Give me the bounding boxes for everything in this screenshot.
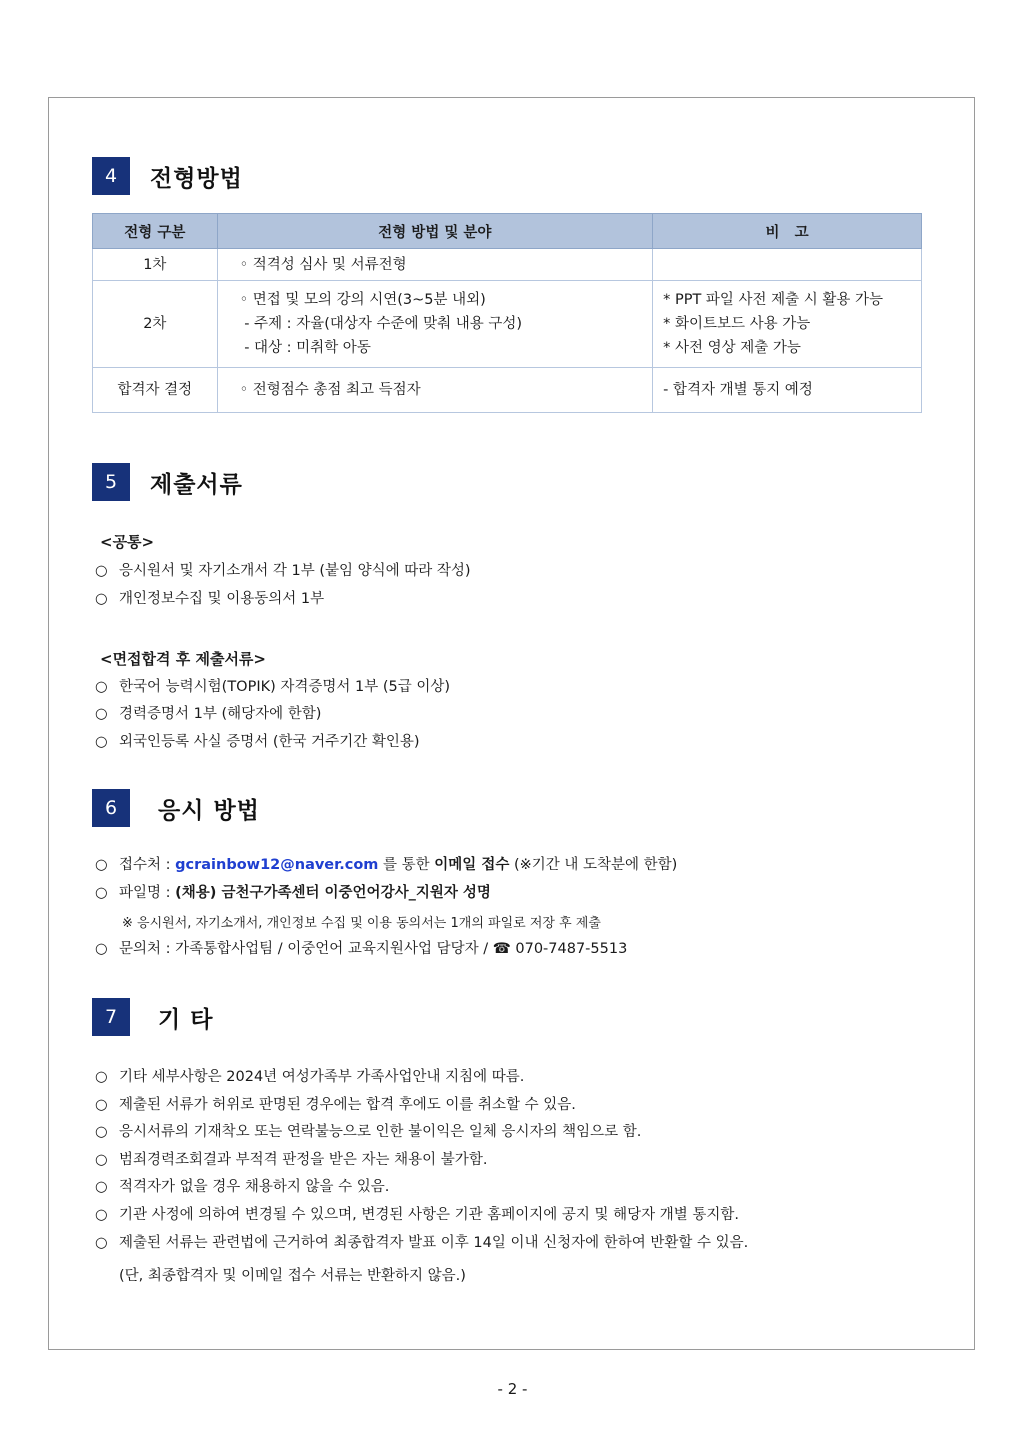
list-item: ○ 제출된 서류는 관련법에 근거하여 최종합격자 발표 이후 14일 이내 신청자에 한하여 반환할 수 있음. bbox=[95, 1235, 749, 1251]
page-number: - 2 - bbox=[497, 1380, 528, 1398]
stage-cell: 합격자 결정 bbox=[93, 368, 218, 413]
section-title: 제출서류 bbox=[150, 471, 243, 498]
note-line: * 사전 영상 제출 가능 bbox=[663, 340, 801, 356]
bullet-icon: ○ bbox=[95, 563, 108, 579]
list-item: ○ 응시원서 및 자기소개서 각 1부 (붙임 양식에 따라 작성) bbox=[95, 563, 471, 579]
note-cell bbox=[653, 249, 922, 281]
section-number: 5 bbox=[92, 463, 130, 501]
method-line: ◦ 적격성 심사 및 서류전형 bbox=[239, 256, 407, 273]
file-note: ※ 응시원서, 자기소개서, 개인정보 수집 및 이용 동의서는 1개의 파일로 저장 후 제출 bbox=[122, 916, 601, 931]
bullet-icon: ○ bbox=[95, 1069, 108, 1085]
section-number: 6 bbox=[92, 789, 130, 827]
bullet-icon: ○ bbox=[95, 1179, 108, 1195]
list-item: ○ 기타 세부사항은 2024년 여성가족부 가족사업안내 지침에 따름. bbox=[95, 1069, 525, 1085]
selection-method-table bbox=[92, 213, 922, 413]
list-item: ○ 외국인등록 사실 증명서 (한국 거주기간 확인용) bbox=[95, 734, 420, 750]
note-line: - 합격자 개별 통지 예정 bbox=[663, 382, 813, 398]
phone-icon: ☎ bbox=[492, 941, 511, 957]
list-item: ○ 경력증명서 1부 (해당자에 한함) bbox=[95, 706, 322, 722]
table-header-row bbox=[93, 214, 922, 249]
list-item: ○ 기관 사정에 의하여 변경될 수 있으며, 변경된 사항은 기관 홈페이지에 공지 및 해당자 개별 통지함. bbox=[95, 1207, 740, 1223]
section-title: 응시 방법 bbox=[158, 797, 260, 824]
section-number: 7 bbox=[92, 998, 130, 1036]
note-cell bbox=[653, 281, 922, 368]
list-item: ○ 범죄경력조회결과 부적격 판정을 받은 자는 채용이 불가함. bbox=[95, 1152, 488, 1168]
table-row bbox=[93, 368, 922, 413]
list-item: ○ 응시서류의 기재착오 또는 연락불능으로 인한 불이익은 일체 응시자의 책임으로 함. bbox=[95, 1124, 642, 1140]
after-docs-subtitle: <면접합격 후 제출서류> bbox=[100, 650, 266, 668]
method-cell bbox=[217, 368, 652, 413]
list-item-filename: ○ 파일명 : (채용) 금천구가족센터 이중언어강사_지원자 성명 bbox=[95, 885, 491, 901]
bullet-icon: ○ bbox=[95, 1207, 108, 1223]
bullet-icon: ○ bbox=[95, 706, 108, 722]
method-cell bbox=[217, 281, 652, 368]
bullet-icon: ○ bbox=[95, 1152, 108, 1168]
list-item-contact: ○ 문의처 : 가족통합사업팀 / 이중언어 교육지원사업 담당자 / ☎ 070-7487-5513 bbox=[95, 941, 628, 957]
section-6-heading bbox=[92, 789, 260, 827]
bullet-icon: ○ bbox=[95, 885, 108, 901]
common-docs-subtitle: <공통> bbox=[100, 533, 155, 551]
bullet-icon: ○ bbox=[95, 857, 108, 873]
section-number: 4 bbox=[92, 157, 130, 195]
section-title: 기 타 bbox=[158, 1006, 214, 1033]
list-item: ○ 한국어 능력시험(TOPIK) 자격증명서 1부 (5급 이상) bbox=[95, 679, 451, 695]
bullet-icon: ○ bbox=[95, 1235, 108, 1251]
bullet-icon: ○ bbox=[95, 1124, 108, 1140]
section-7-heading bbox=[92, 998, 213, 1036]
method-cell bbox=[217, 249, 652, 281]
note-line: * PPT 파일 사전 제출 시 활용 가능 bbox=[663, 292, 884, 308]
section-4-heading bbox=[92, 157, 243, 195]
stage-cell: 2차 bbox=[93, 281, 218, 368]
method-line: ◦ 면접 및 모의 강의 시연(3~5분 내외) bbox=[239, 292, 486, 308]
email-link[interactable]: gcrainbow12@naver.com bbox=[175, 857, 379, 873]
section-5-heading bbox=[92, 463, 243, 501]
section-title: 전형방법 bbox=[150, 165, 243, 192]
method-line: - 대상 : 미취학 아동 bbox=[239, 340, 371, 356]
list-item-recipient: ○ 접수처 : gcrainbow12@naver.com 를 통한 이메일 접수 (※기간 내 도착분에 한함) bbox=[95, 857, 678, 873]
note-line: * 화이트보드 사용 가능 bbox=[663, 316, 811, 332]
table-row bbox=[93, 281, 922, 368]
table-row bbox=[93, 249, 922, 281]
etc-footnote: (단, 최종합격자 및 이메일 접수 서류는 반환하지 않음.) bbox=[119, 1268, 466, 1284]
bullet-icon: ○ bbox=[95, 1097, 108, 1113]
list-item: ○ 적격자가 없을 경우 채용하지 않을 수 있음. bbox=[95, 1179, 390, 1195]
header-note: 비 고 bbox=[653, 214, 922, 249]
method-line: ◦ 전형점수 총점 최고 득점자 bbox=[239, 382, 421, 398]
stage-cell: 1차 bbox=[93, 249, 218, 281]
list-item: ○ 개인정보수집 및 이용동의서 1부 bbox=[95, 591, 325, 607]
list-item: ○ 제출된 서류가 허위로 판명된 경우에는 합격 후에도 이를 취소할 수 있음. bbox=[95, 1097, 576, 1113]
bullet-icon: ○ bbox=[95, 941, 108, 957]
method-line: - 주제 : 자율(대상자 수준에 맞춰 내용 구성) bbox=[239, 316, 523, 332]
bullet-icon: ○ bbox=[95, 591, 108, 607]
bullet-icon: ○ bbox=[95, 734, 108, 750]
header-stage: 전형 구분 bbox=[93, 214, 218, 249]
note-cell bbox=[653, 368, 922, 413]
bullet-icon: ○ bbox=[95, 679, 108, 695]
header-method: 전형 방법 및 분야 bbox=[217, 214, 652, 249]
